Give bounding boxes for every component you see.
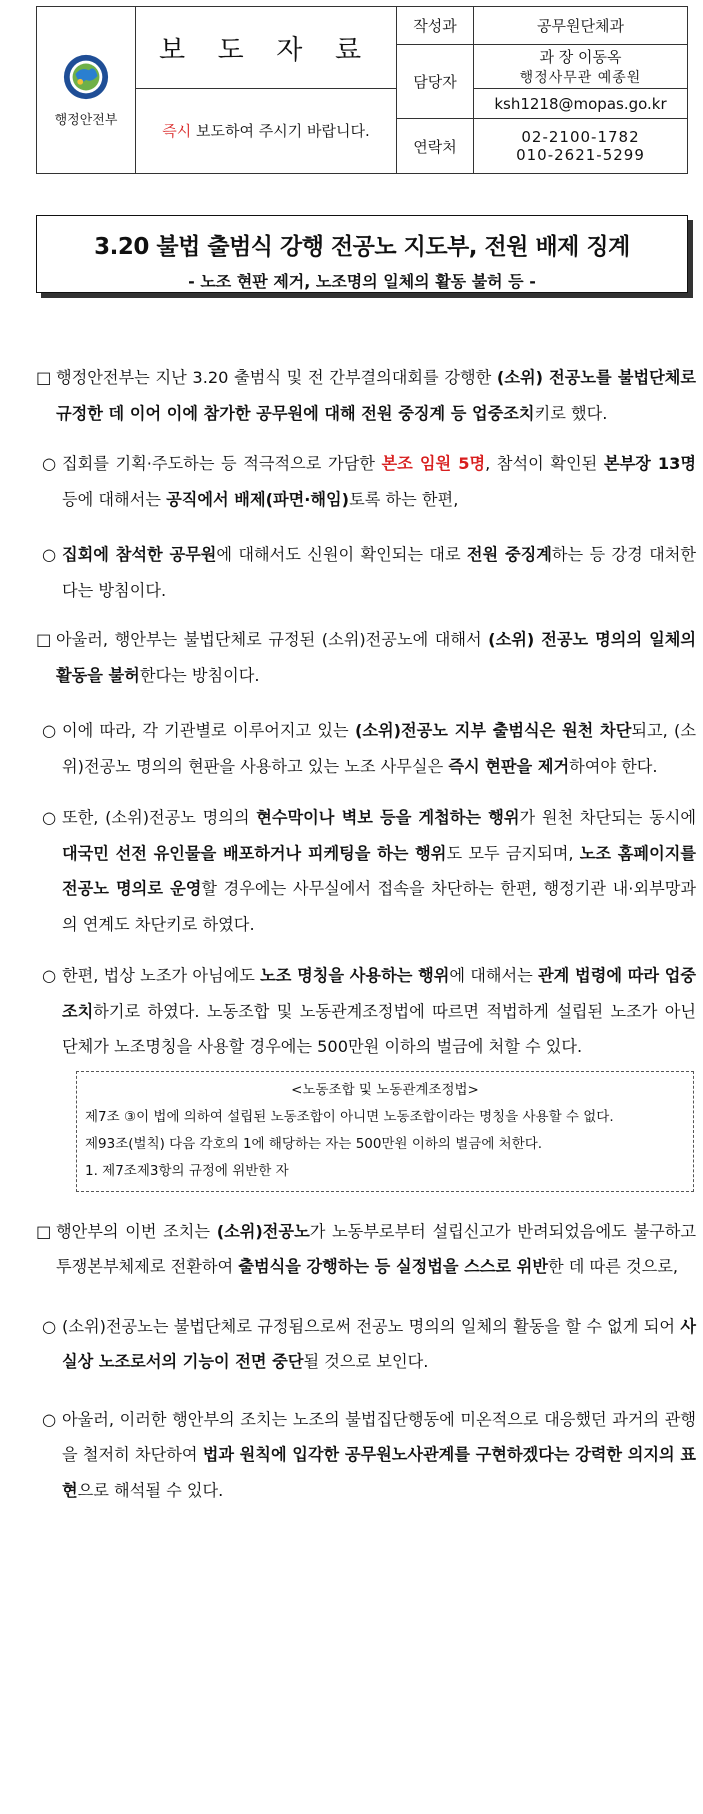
bold-text: 노조 홈페이지를 전공노 명의로 운영 xyxy=(62,843,696,898)
text-run: 한편, 법상 노조가 아님에도 xyxy=(62,966,261,985)
bold-text: 즉시 현판을 제거 xyxy=(448,756,570,776)
label-dept: 작성과 xyxy=(397,7,474,45)
paragraph xyxy=(42,446,696,517)
headline-title: 3.20 불법 출범식 강행 전공노 지도부, 전원 배제 징계 xyxy=(94,234,630,260)
text-run: 한 데 따른 것으로, xyxy=(547,1257,679,1276)
dept-value: 공무원단체과 xyxy=(474,7,688,45)
law-article-7: 제7조 ③이 법에 의하여 설립된 노동조합이 아니면 노동조합이라는 명칭을 사용할 수 없다. xyxy=(85,1108,614,1125)
text-run: (소위)전공노는 불법단체로 규정됨으로써 전공노 명의의 일체의 활동을 할 수 없게 되어 xyxy=(62,1316,681,1336)
text-run: 하여야 한다. xyxy=(569,756,658,776)
label-contact: 연락처 xyxy=(397,119,474,174)
text-run: 행안부의 이번 조치는 xyxy=(56,1221,217,1241)
highlight-red-text: 본조 임원 5명 xyxy=(381,454,486,473)
circle-bullet-icon: ○ xyxy=(42,545,57,564)
text-run: 아울러, 이러한 행안부의 조치는 노조의 불법집단행동에 미온적으로 대응했던 과거의 관행을 철저히 차단하여 xyxy=(62,1409,696,1464)
text-run: 한다는 방침이다. xyxy=(139,665,260,685)
law-article-93: 제93조(벌칙) 다음 각호의 1에 해당하는 자는 500만원 이하의 벌금에 처한다. xyxy=(85,1135,543,1152)
paragraph xyxy=(36,622,696,693)
bold-text: 법과 원칙에 입각한 공무원노사관계를 구현하겠다는 강력한 의지의 표현 xyxy=(62,1445,696,1500)
paragraph xyxy=(36,1214,696,1285)
text-run: 하는 등 강경 대처한다는 방침이다. xyxy=(62,545,696,600)
bold-text: 현수막이나 벽보 등을 게첩하는 행위 xyxy=(256,808,520,827)
bold-text: 공직에서 배제(파면·해임) xyxy=(166,489,350,509)
bold-text: 관계 법령에 따라 업중조치 xyxy=(62,966,696,1021)
bold-text: 대국민 선전 유인물을 배포하거나 피케팅을 하는 행위 xyxy=(62,843,447,863)
release-notice-text: 보도하여 주시기 바랍니다. xyxy=(191,122,370,141)
paragraph xyxy=(42,713,696,784)
bold-text: (소위) 전공노 명의의 일체의 활동을 불허 xyxy=(56,630,696,685)
circle-bullet-icon: ○ xyxy=(42,1316,57,1336)
ministry-logo-cell xyxy=(37,7,136,174)
bold-text: (소위)전공노 지부 출범식은 원천 차단 xyxy=(354,721,632,740)
square-bullet-icon: □ xyxy=(36,368,52,387)
text-run: 행정안전부는 지난 3.20 출범식 및 전 간부결의대회를 강행한 xyxy=(56,368,497,387)
paragraph xyxy=(36,360,697,431)
paragraph xyxy=(42,1309,696,1380)
law-excerpt-box xyxy=(76,1071,694,1192)
text-run: 토록 하는 한편, xyxy=(349,489,459,509)
text-run: 으로 해석될 수 있다. xyxy=(77,1480,224,1500)
org-name: 행정안전부 xyxy=(54,112,118,128)
paragraph xyxy=(42,800,696,942)
text-run: 할 경우에는 사무실에서 접속을 차단하는 한편, 행정기관 내·외부망과의 연계도 차단키로 하였다. xyxy=(62,879,696,934)
law-item-1: 1. 제7조제3항의 규정에 위반한 자 xyxy=(85,1162,289,1179)
phone-value xyxy=(474,119,688,174)
email-value: ksh1218@mopas.go.kr xyxy=(474,89,688,119)
circle-bullet-icon: ○ xyxy=(42,721,57,740)
text-run: 가 노동부로부터 설립신고가 반려되었음에도 불구하고 투쟁본부체제로 전환하여 xyxy=(56,1221,696,1276)
text-run: 키로 했다. xyxy=(534,403,608,423)
circle-bullet-icon: ○ xyxy=(42,808,57,827)
text-run: 아울러, 행안부는 불법단체로 규정된 (소위)전공노에 대해서 xyxy=(56,630,489,649)
bold-text: (소위)전공노 xyxy=(216,1221,310,1241)
text-run: 이에 따라, 각 기관별로 이루어지고 있는 xyxy=(62,721,355,740)
bold-text: 본부장 13명 xyxy=(603,454,696,473)
square-bullet-icon: □ xyxy=(36,1221,52,1241)
article-body xyxy=(0,360,703,1508)
label-person: 담당자 xyxy=(397,45,474,119)
doc-type-title: 보 도 자 료 xyxy=(136,7,397,89)
text-run: 가 원천 차단되는 동시에 xyxy=(519,808,696,827)
circle-bullet-icon: ○ xyxy=(42,966,57,985)
paragraph xyxy=(42,958,696,1065)
text-run: 에 대해서는 xyxy=(449,966,539,985)
release-notice xyxy=(136,89,397,174)
text-run: 될 것으로 보인다. xyxy=(303,1352,429,1371)
text-run: 도 모두 금지되며, xyxy=(446,843,580,863)
bold-text: 전원 중징계 xyxy=(466,545,552,564)
bold-text: 출범식을 강행하는 등 실정법을 스스로 위반 xyxy=(238,1257,548,1276)
release-notice-immediate: 즉시 xyxy=(162,122,192,141)
text-run: 또한, (소위)전공노 명의의 xyxy=(62,808,257,827)
phone1: 02-2100-1782 xyxy=(521,128,640,147)
law-box-title: <노동조합 및 노동관계조정법> xyxy=(291,1081,479,1098)
square-bullet-icon: □ xyxy=(36,630,52,649)
headline-box xyxy=(36,215,688,293)
bold-text: 집회에 참석한 공무원 xyxy=(62,545,217,564)
manager-line1: 과 장 이동옥 xyxy=(539,48,622,67)
text-run: 하기로 하였다. 노동조합 및 노동관계조정법에 따르면 적법하게 설립된 노조가 아닌 단체가 노조명칭을 사용할 경우에는 500만원 이하의 벌금에 처할 수 있다. xyxy=(62,1001,696,1056)
bold-text: 사실상 노조로서의 기능이 전면 중단 xyxy=(62,1316,696,1371)
manager-line2: 행정사무관 예종원 xyxy=(519,70,642,87)
circle-bullet-icon: ○ xyxy=(42,1409,57,1429)
bold-text: 노조 명칭을 사용하는 행위 xyxy=(260,966,450,985)
phone2: 010-2621-5299 xyxy=(516,146,645,165)
text-run: , 참석이 확인된 xyxy=(485,454,604,473)
press-release-header xyxy=(36,6,688,174)
text-run: 에 대해서도 신원이 확인되는 대로 xyxy=(216,545,467,564)
text-run: 등에 대해서는 xyxy=(62,489,167,509)
manager-value xyxy=(474,45,688,89)
text-run: 되고, (소위)전공노 명의의 현판을 사용하고 있는 노조 사무실은 xyxy=(62,721,696,776)
text-run: 집회를 기획·주도하는 등 적극적으로 가담한 xyxy=(62,454,382,473)
paragraph xyxy=(42,1402,696,1509)
circle-bullet-icon: ○ xyxy=(42,454,57,473)
paragraph xyxy=(42,537,696,608)
bold-text: (소위) 전공노를 불법단체로 규정한 데 이어 이에 참가한 공무원에 대해 전원 중징계 등 업중조치 xyxy=(56,368,697,423)
headline-subtitle: - 노조 현판 제거, 노조명의 일체의 활동 불허 등 - xyxy=(188,272,536,291)
ministry-emblem-icon xyxy=(62,53,110,101)
